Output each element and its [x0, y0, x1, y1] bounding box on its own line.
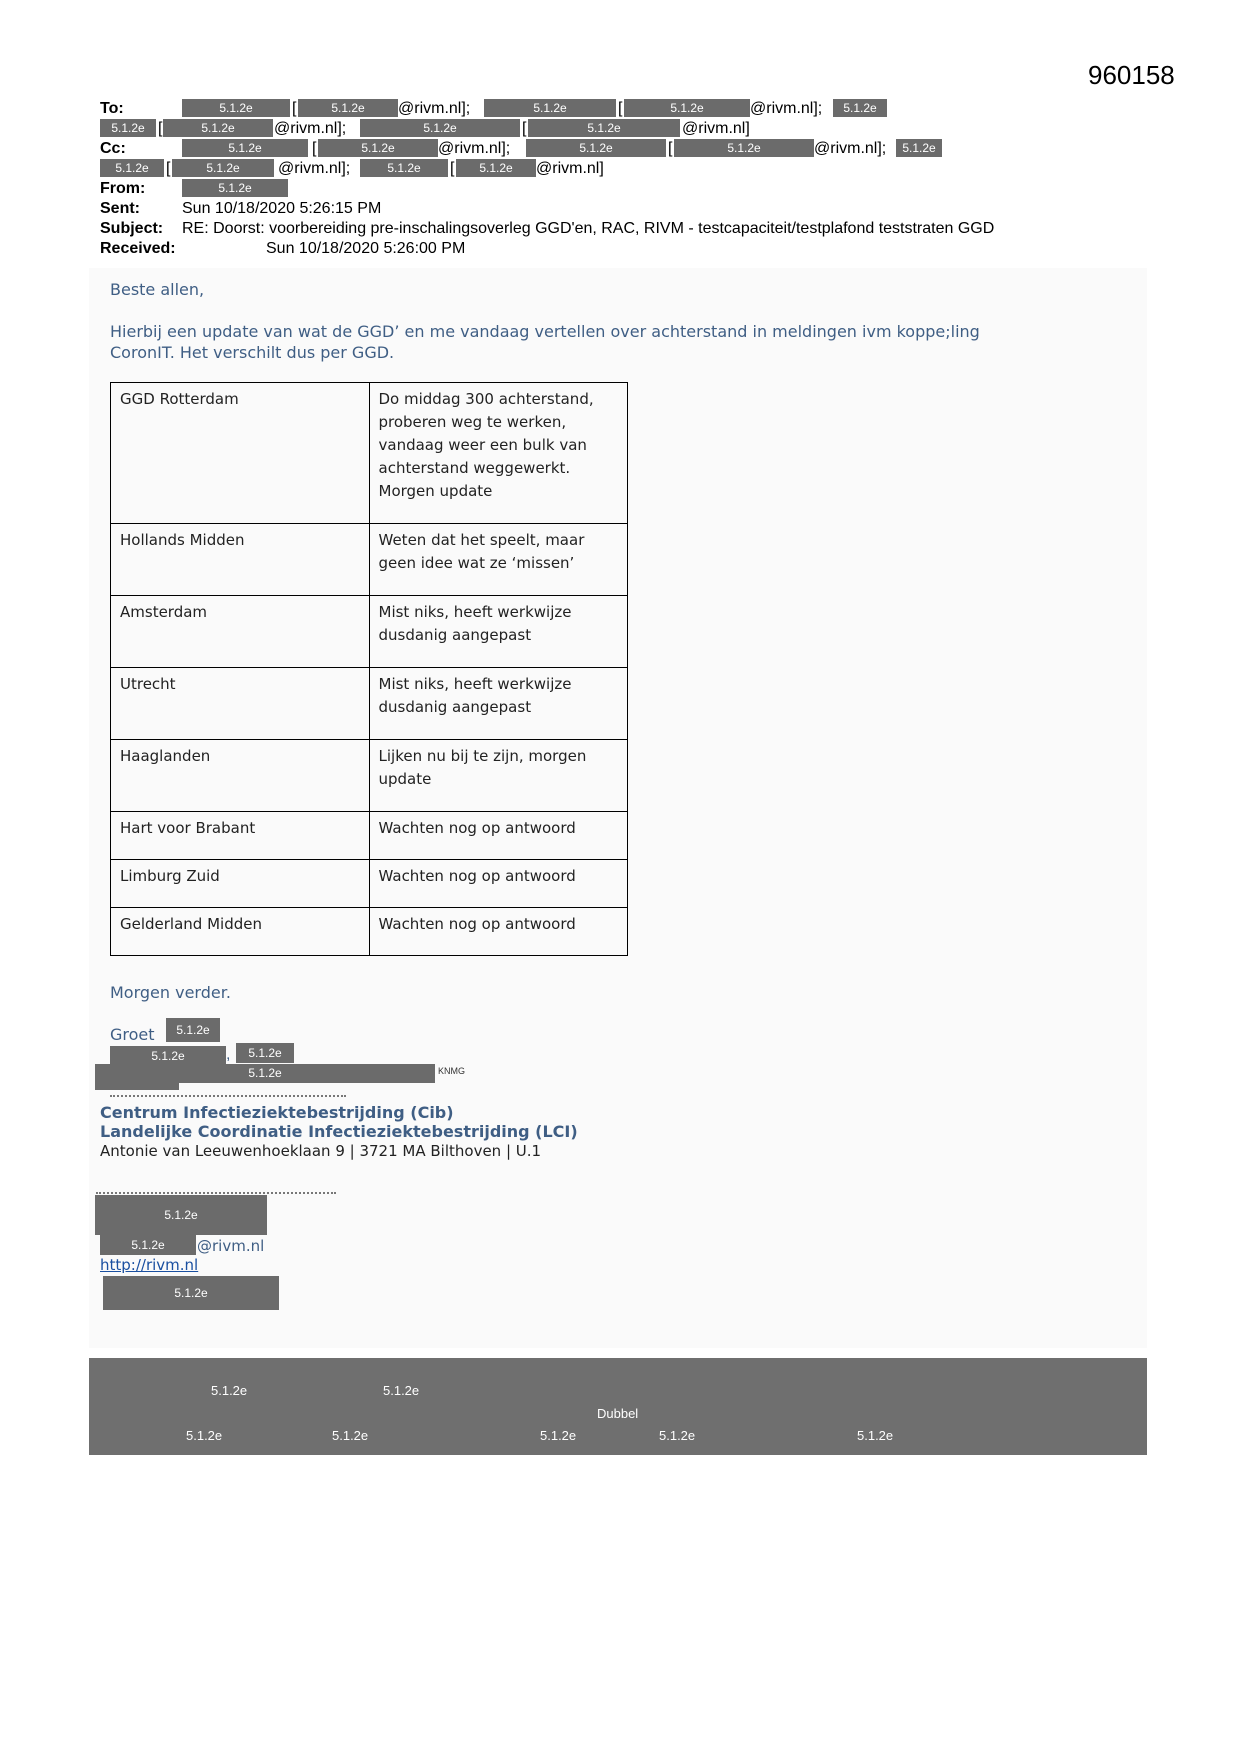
redacted-cc-email-2: 5.1.2e [674, 139, 814, 157]
redacted-to-name-5: 5.1.2e [360, 119, 520, 137]
redacted-to-email-1: 5.1.2e [298, 99, 398, 117]
ggd-name-cell: Limburg Zuid [111, 860, 370, 908]
redacted-from: 5.1.2e [182, 179, 288, 197]
cc-email-suffix-1: @rivm.nl]; [438, 140, 511, 157]
redacted-to-email-2: 5.1.2e [624, 99, 750, 117]
status-cell: Wachten nog op antwoord [369, 860, 628, 908]
status-cell: Lijken nu bij te zijn, morgen update [369, 740, 628, 812]
table-row [111, 524, 628, 596]
redacted-to-name-2: 5.1.2e [484, 99, 616, 117]
status-cell: Mist niks, heeft werkwijze dusdanig aangepast [369, 668, 628, 740]
to-email-suffix-3: @rivm.nl]; [274, 120, 347, 137]
bracket: [ [450, 160, 455, 177]
footer-redaction: 5.1.2e [332, 1428, 369, 1443]
knmg-label: KNMG [438, 1066, 465, 1076]
divider [96, 1192, 336, 1194]
status-cell: Do middag 300 achterstand, proberen weg te werken, vandaag weer een bulk van achterstand weggewerkt. Morgen update [369, 383, 628, 524]
org-lci: Landelijke Coordinatie Infectieziektebestrijding (LCI) [100, 1122, 578, 1141]
ggd-name-cell: Gelderland Midden [111, 908, 370, 956]
ggd-name-cell: Hart voor Brabant [111, 812, 370, 860]
redacted-cc-name-4: 5.1.2e [100, 159, 164, 177]
redacted-sender-role: 5.1.2e [95, 1064, 435, 1083]
redacted-sender-first: 5.1.2e [166, 1018, 220, 1042]
redacted-cc-name-5: 5.1.2e [360, 159, 448, 177]
cc-email-suffix-2: @rivm.nl]; [814, 140, 887, 157]
intro-line-2: CoronIT. Het verschilt dus per GGD. [110, 343, 395, 362]
redacted-phone: 5.1.2e [95, 1195, 267, 1235]
redaction-block [95, 1080, 179, 1090]
status-cell: Weten dat het speelt, maar geen idee wat ze ‘missen’ [369, 524, 628, 596]
sent-value: Sun 10/18/2020 5:26:15 PM [182, 200, 382, 217]
redacted-cc-email-4: 5.1.2e [456, 159, 536, 177]
to-email-suffix-4: @rivm.nl] [682, 120, 750, 137]
status-cell: Wachten nog op antwoord [369, 908, 628, 956]
status-cell: Wachten nog op antwoord [369, 812, 628, 860]
cc-email-suffix-3: @rivm.nl]; [278, 160, 351, 177]
to-email-suffix-1: @rivm.nl]; [398, 100, 471, 117]
redacted-sender-name: 5.1.2e [110, 1046, 226, 1066]
email-suffix: @rivm.nl [197, 1237, 265, 1255]
divider [110, 1095, 346, 1097]
redacted-extra: 5.1.2e [103, 1276, 279, 1310]
redacted-cc-name-3: 5.1.2e [896, 139, 942, 157]
bracket: [ [668, 140, 673, 157]
intro-line-1: Hierbij een update van wat de GGD’ en me vandaag vertellen over achterstand in meldingen ivm koppe;ling [110, 322, 980, 341]
redacted-to-name-4: 5.1.2e [100, 119, 156, 137]
redacted-email-user: 5.1.2e [100, 1235, 196, 1255]
subject-label: Subject: [100, 220, 164, 237]
sent-label: Sent: [100, 200, 140, 217]
table-row [111, 668, 628, 740]
table-row [111, 812, 628, 860]
bracket: [ [166, 160, 171, 177]
table-row [111, 383, 628, 524]
redacted-to-email-3: 5.1.2e [163, 119, 273, 137]
footer-redaction: 5.1.2e [186, 1428, 223, 1443]
footer-redaction: 5.1.2e [857, 1428, 894, 1443]
bracket: [ [618, 100, 623, 117]
table-row [111, 860, 628, 908]
received-label: Received: [100, 240, 176, 257]
footer-redaction: 5.1.2e [211, 1383, 248, 1398]
redacted-cc-name-1: 5.1.2e [182, 139, 308, 157]
bracket: [ [158, 120, 163, 137]
from-label: From: [100, 180, 146, 197]
ggd-name-cell: Hollands Midden [111, 524, 370, 596]
org-cib: Centrum Infectieziektebestrijding (Cib) [100, 1103, 454, 1122]
redacted-cc-email-1: 5.1.2e [318, 139, 438, 157]
to-label: To: [100, 100, 124, 117]
redacted-to-name-3: 5.1.2e [833, 99, 887, 117]
footer-redaction: 5.1.2e [540, 1428, 577, 1443]
rivm-link[interactable]: http://rivm.nl [100, 1256, 199, 1274]
ggd-name-cell: Haaglanden [111, 740, 370, 812]
closing: Morgen verder. [110, 983, 231, 1002]
cc-label: Cc: [100, 140, 126, 157]
redacted-cc-name-2: 5.1.2e [526, 139, 666, 157]
cc-email-suffix-4: @rivm.nl] [536, 160, 604, 177]
footer-dubbel-label: Dubbel [597, 1406, 639, 1421]
table-row [111, 908, 628, 956]
redacted-sender-title: 5.1.2e [236, 1043, 294, 1063]
footer-redaction-bar [89, 1358, 1147, 1455]
footer-redaction: 5.1.2e [659, 1428, 696, 1443]
ggd-name-cell: GGD Rotterdam [111, 383, 370, 524]
groet: Groet [110, 1025, 155, 1044]
redacted-cc-email-3: 5.1.2e [172, 159, 274, 177]
document-id: 960158 [1088, 60, 1175, 90]
ggd-name-cell: Utrecht [111, 668, 370, 740]
table-row [111, 596, 628, 668]
ggd-name-cell: Amsterdam [111, 596, 370, 668]
received-value: Sun 10/18/2020 5:26:00 PM [266, 240, 466, 257]
ggd-status-table [110, 382, 628, 956]
subject-value: RE: Doorst: voorbereiding pre-inschalingsoverleg GGD'en, RAC, RIVM - testcapaciteit/testplafond teststraten GGD [182, 220, 995, 237]
comma: , [226, 1046, 231, 1063]
greeting: Beste allen, [110, 280, 205, 299]
address: Antonie van Leeuwenhoeklaan 9 | 3721 MA Bilthoven | U.1 [100, 1142, 542, 1160]
bracket: [ [522, 120, 527, 137]
table-row [111, 740, 628, 812]
redacted-to-email-4: 5.1.2e [528, 119, 680, 137]
footer-redaction: 5.1.2e [383, 1383, 420, 1398]
bracket: [ [312, 140, 317, 157]
bracket: [ [292, 100, 297, 117]
to-email-suffix-2: @rivm.nl]; [750, 100, 823, 117]
redacted-to-name-1: 5.1.2e [182, 99, 290, 117]
status-cell: Mist niks, heeft werkwijze dusdanig aangepast [369, 596, 628, 668]
